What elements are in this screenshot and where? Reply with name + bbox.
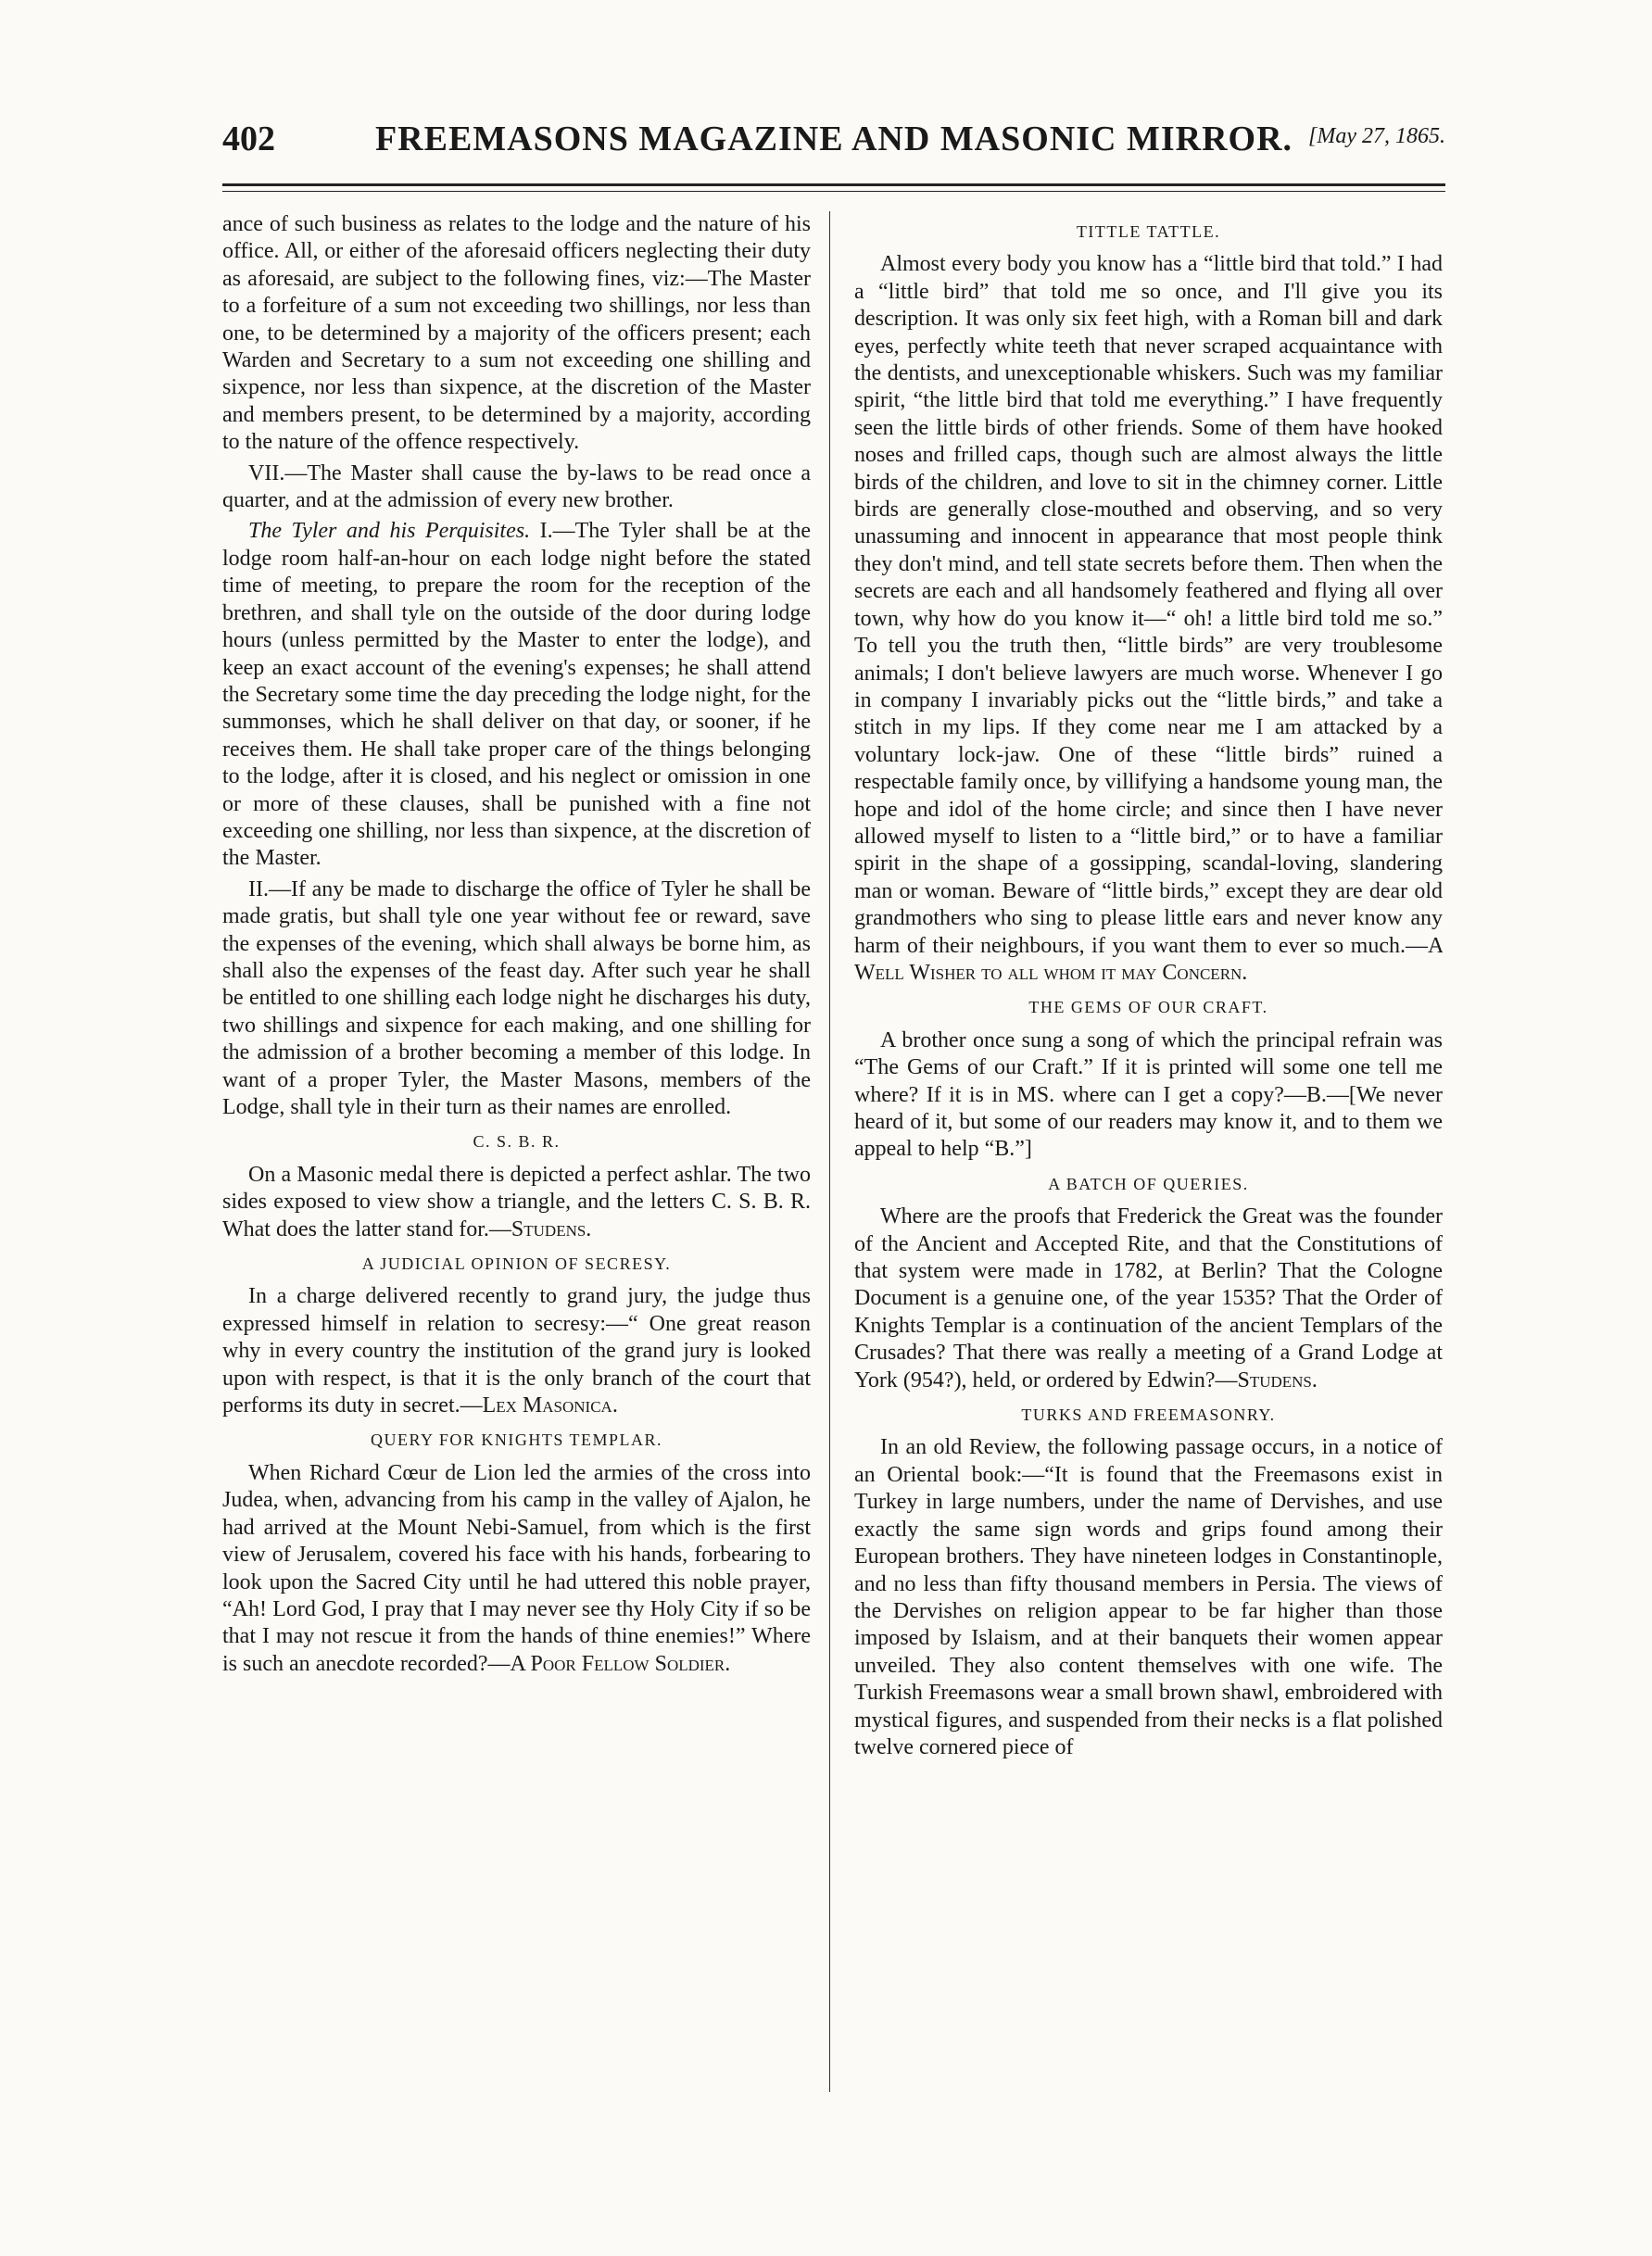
section-heading-judicial: A JUDICIAL OPINION OF SECRESY. [361, 1254, 672, 1274]
bylaws-paragraph-vii: VII.—The Master shall cause the by-laws to be read once a quarter, and at the admission of every new brother. [222, 460, 811, 513]
batch-paragraph [854, 1204, 1443, 1394]
masthead-title: FREEMASONS MAGAZINE AND MASONIC MIRROR. [374, 120, 1293, 158]
header-rule-thin [222, 191, 1445, 192]
judicial-paragraph [222, 1283, 811, 1419]
section-heading-gems: THE GEMS OF OUR CRAFT. [1028, 998, 1268, 1017]
section-heading-turks: TURKS AND FREEMASONRY. [1021, 1405, 1276, 1425]
right-column [854, 211, 1443, 2101]
section-heading-csbr: C. S. B. R. [473, 1132, 561, 1152]
tyler-body: I.—The Tyler shall be at the lodge room half-an-hour on each lodge night before the stated time of meeting, to prepare the room for the reception of the brethren, and shall tyle on the outside of the door during lodge hours (unless permitted by the Master to enter the lodge), and keep an exact account of the evening's expenses; he shall attend the Secretary some time the day preceding the lodge night, for the summonses, which he shall deliver on that day, or sooner, if he receives them. He shall take proper care of the things belonging to the lodge, after it is closed, and his neglect or omission in one or more of these clauses, shall be punished with a fine not exceeding one shilling, nor less than sixpence, at the discretion of the Master. [222, 519, 811, 871]
turks-paragraph: In an old Review, the following passage occurs, in a notice of an Oriental book:—“It is found that the Freemasons exist in Turkey in large numbers, under the name of Dervishes, and use exactly the same sign words and grips found among their European brothers. They have nineteen lodges in Constantinople, and no less than fifty thousand members in Persia. The views of the Dervishes on religion appear to be far higher than those imposed by Islaism, and at their banquets their women appear unveiled. They also content themselves with one wife. The Turkish Freemasons wear a small brown shawl, embroidered with mystical figures, and suspended from their necks is a flat polished twelve cornered piece of [854, 1435, 1443, 1759]
judicial-signature: Lex Masonica. [482, 1393, 618, 1418]
bylaws-paragraph: ance of such business as relates to the lodge and the nature of his office. All, or either of the aforesaid officers neglecting their duty as aforesaid, are subject to the following fines, viz:—The Master to a forfeiture of a sum not exceeding two shillings, nor less than one, to be determined by a majority of the officers present; each Warden and Secretary to a sum not exceeding one shilling and sixpence, nor less than sixpence, at the discretion of the Master and members present, to be determined by a majority, according to the nature of the offence respectively. [222, 212, 811, 455]
gems-paragraph: A brother once sung a song of which the principal refrain was “The Gems of our Craft.” If it is printed will some one tell me where? If it is in MS. where can I get a copy?—B.—[We never heard of it, but some of our readers may know it, and to them we appeal to help “B.”] [854, 1027, 1443, 1162]
csbr-body: On a Masonic medal there is depicted a perfect ashlar. The two sides exposed to view show a triangle, and the letters C. S. B. R. What does the latter stand for.— [222, 1162, 811, 1241]
query-paragraph [222, 1460, 811, 1678]
section-heading-query: QUERY FOR KNIGHTS TEMPLAR. [370, 1430, 663, 1450]
tyler-paragraph [222, 518, 811, 872]
query-signature: Poor Fellow Soldier. [530, 1651, 731, 1676]
query-body: When Richard Cœur de Lion led the armies of the cross into Judea, when, advancing from his camp in the valley of Ajalon, he had arrived at the Mount Nebi-Samuel, from which is the first view of Jerusalem, covered his face with his hands, forbearing to look upon the Sacred City until he had uttered this noble prayer, “Ah! Lord God, I pray that I may never see thy Holy City if so be that I may not rescue it from the hands of thine enemies!” Where is such an anecdote recorded?—A [222, 1460, 811, 1676]
issue-date: [May 27, 1865. [1308, 124, 1445, 148]
tittle-paragraph [854, 251, 1443, 987]
column-divider [829, 211, 830, 2092]
page-header [222, 119, 1445, 174]
header-rule-thick [222, 183, 1445, 186]
batch-signature: Studens. [1237, 1367, 1318, 1393]
section-heading-batch: A BATCH OF QUERIES. [1048, 1174, 1249, 1193]
judicial-body: In a charge delivered recently to grand jury, the judge thus expressed himself in relation to secresy:—“ One great reason why in every country the institution of the grand jury is looked upon with respect, is that it is the only branch of the court that performs its duty in secret.— [222, 1284, 811, 1418]
tyler-heading: The Tyler and his Perquisites. [248, 519, 531, 544]
batch-body: Where are the proofs that Frederick the Great was the founder of the Ancient and Accepted Rite, and that the Constitutions of that system were made in 1782, at Berlin? That the Cologne Document is a genuine one, of the year 1535? That the Order of Knights Templar is a continuation of the ancient Templars of the Crusades? That there was really a meeting of a Grand Lodge at York (954?), held, or ordered by Edwin?— [854, 1204, 1443, 1393]
left-column [222, 211, 811, 2101]
csbr-paragraph [222, 1162, 811, 1243]
tittle-signature: Well Wisher to all whom it may Concern. [854, 960, 1248, 985]
section-heading-tittle: TITTLE TATTLE. [1076, 222, 1221, 241]
csbr-signature: Studens. [511, 1216, 592, 1241]
page-number: 402 [222, 120, 275, 158]
tittle-body: Almost every body you know has a “little bird that told.” I had a “little bird” that told me so once, and I'll give you its description. It was only six feet high, with a Roman bill and dark eyes, perfectly white teeth that never scraped acquaintance with the dentists, and unexceptionable whiskers. Such was my familiar spirit, “the little bird that told me everything.” I have frequently seen the little birds of other friends. Some of them have hooked noses and frilled caps, though such are almost always the little birds of the children, and love to sit in the chimney corner. Little birds are generally close-mouthed and observing, and so very unassuming and innocent in appearance that most people think they don't mind, and tell state secrets before them. Then when the secrets are each and all handsomely feathered and flying all over town, why how do you know it—“ oh! a little bird told me so.” To tell you the truth then, “little birds” are very troublesome animals; I don't believe lawyers are much worse. Whenever I go in company I invariably picks out the “little birds,” and take a stitch in my lips. If they come near me I am attacked by a voluntary lock-jaw. One of these “little birds” ruined a respectable family once, by villifying a handsome young man, the hope and idol of the home circle; and since then I have never allowed myself to listen to a “little bird,” or to have a familiar spirit in the shape of a gossipping, scandal-loving, slandering man or woman. Beware of “little birds,” except they are dear old grandmothers who sing to please little ears and never know any harm of their neighbours, if you want them to ever so much.—A [854, 252, 1443, 958]
tyler-paragraph-ii: II.—If any be made to discharge the office of Tyler he shall be made gratis, but shall tyle one year without fee or reward, save the expenses of the evening, which shall always be borne him, as shall also the expenses of the feast day. After such year he shall be entitled to one shilling each lodge night he discharges his duty, two shillings and sixpence for each making, and one shilling for the admission of a brother becoming a member of this lodge. In want of a proper Tyler, the Master Masons, members of the Lodge, shall tyle in their turn as their names are enrolled. [222, 876, 811, 1119]
